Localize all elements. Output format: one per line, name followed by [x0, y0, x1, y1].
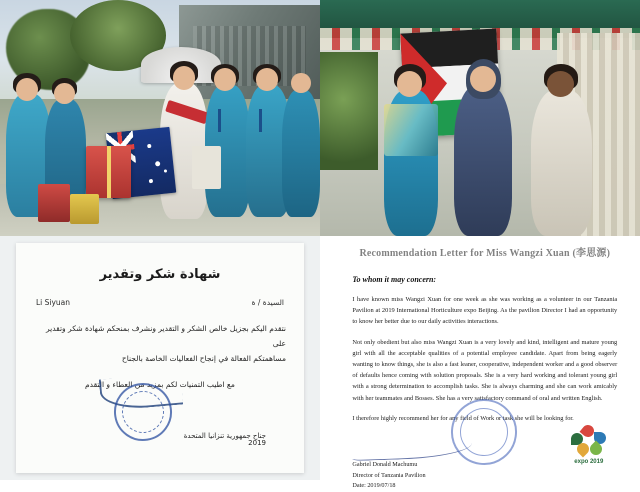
- photo-volunteers-gift: [0, 0, 320, 236]
- letter-paragraph-1: I have known miss Wangzi Xuan for one week as she was working as a volunteer in our Tanzania Pavilion at 2019 International Horticulture expo Beijing. As the pavilion Director I had an opportunity to know her better due to our daily activities interactions.: [352, 296, 618, 326]
- certificate-page: [16, 243, 304, 472]
- certificate-signature-label: جناح جمهورية تنزانيا المتحدة: [183, 432, 266, 441]
- certificate-body-line-2: مساهمتكم الفعالة في إنجاح الفعاليات الخاصة بالجناح: [121, 354, 286, 364]
- signer-title: Director of Tanzania Pavilion: [352, 471, 426, 479]
- letter-paragraph-2: Not only obedient but also miss Wangzi Xuan is a very lovely and kind, intelligent and mature young girl with all the acceptable qualities of a potential employee candidate. Apart from being eagerly wanting to know things, she is also a fast leaner, cooperative, independent worker and a good observer of defaults hence coming with solution proposals. She is a very hard working and tolerant young girl with a strong determination to accomplish tasks. She is always charming and she can work amicably with her teammates and Bosses. She has a very satisfactory command of oral and written English.: [352, 338, 618, 402]
- lanyard-strap: [218, 109, 221, 133]
- gift-box: [38, 184, 70, 222]
- certificate-recipient-row: [36, 298, 284, 307]
- scarf-shape: [384, 104, 438, 156]
- letter-date: Date: 2019/07/18: [352, 482, 396, 490]
- face-shape: [547, 71, 574, 97]
- lanyard-strap: [259, 109, 262, 133]
- face-shape: [397, 71, 423, 97]
- face-shape: [256, 68, 278, 90]
- arabic-certificate-document: [0, 236, 320, 480]
- face-shape: [54, 83, 75, 104]
- expo-logo-mark-icon: [569, 423, 609, 457]
- letter-page: [342, 236, 627, 490]
- tote-bag: [192, 146, 221, 188]
- photo-tanzania-pavilion: [320, 0, 640, 236]
- expo-logo-text: expo 2019: [574, 459, 604, 466]
- star-shape: [155, 161, 160, 166]
- gift-box: [70, 194, 99, 225]
- letter-title: Recommendation Letter for Miss Wangzi Xuan (李思源): [359, 248, 611, 259]
- certificate-title: شهادة شكر وتقدير: [99, 267, 221, 283]
- english-letter-document: [320, 236, 640, 490]
- face-shape: [214, 68, 236, 90]
- person-figure: [454, 85, 512, 236]
- expo-logo: [562, 423, 616, 465]
- recipient-name: Li Siyuan: [36, 298, 71, 308]
- face-shape: [173, 66, 195, 90]
- recipient-label: السيدة / ة: [251, 298, 284, 308]
- star-shape: [149, 179, 153, 183]
- face-shape: [470, 66, 496, 92]
- letter-paragraph-3: I therefore highly recommend her for any field of Work or task she will be looking for.: [352, 414, 574, 422]
- foliage-shape: [320, 52, 378, 170]
- gift-box: [86, 146, 131, 198]
- certificate-closing: مع اطيب التمنيات لكم بمزيد من العطاء و التقدم: [85, 380, 235, 390]
- person-figure: [531, 90, 592, 236]
- person-figure: [282, 90, 320, 217]
- signer-name: Gabriel Donald Machumu: [352, 461, 418, 469]
- star-shape: [164, 169, 167, 172]
- certificate-date: 2019: [248, 439, 266, 448]
- certificate-signature-area: [45, 367, 275, 454]
- certificate-body-line-1: نتقدم اليكم بجزيل خالص الشكر و التقدير ونشرف بمنحكم شهادة شكر وتقدير على: [46, 324, 286, 349]
- letter-salutation: To whom it may concern:: [352, 275, 437, 284]
- star-shape: [146, 143, 150, 147]
